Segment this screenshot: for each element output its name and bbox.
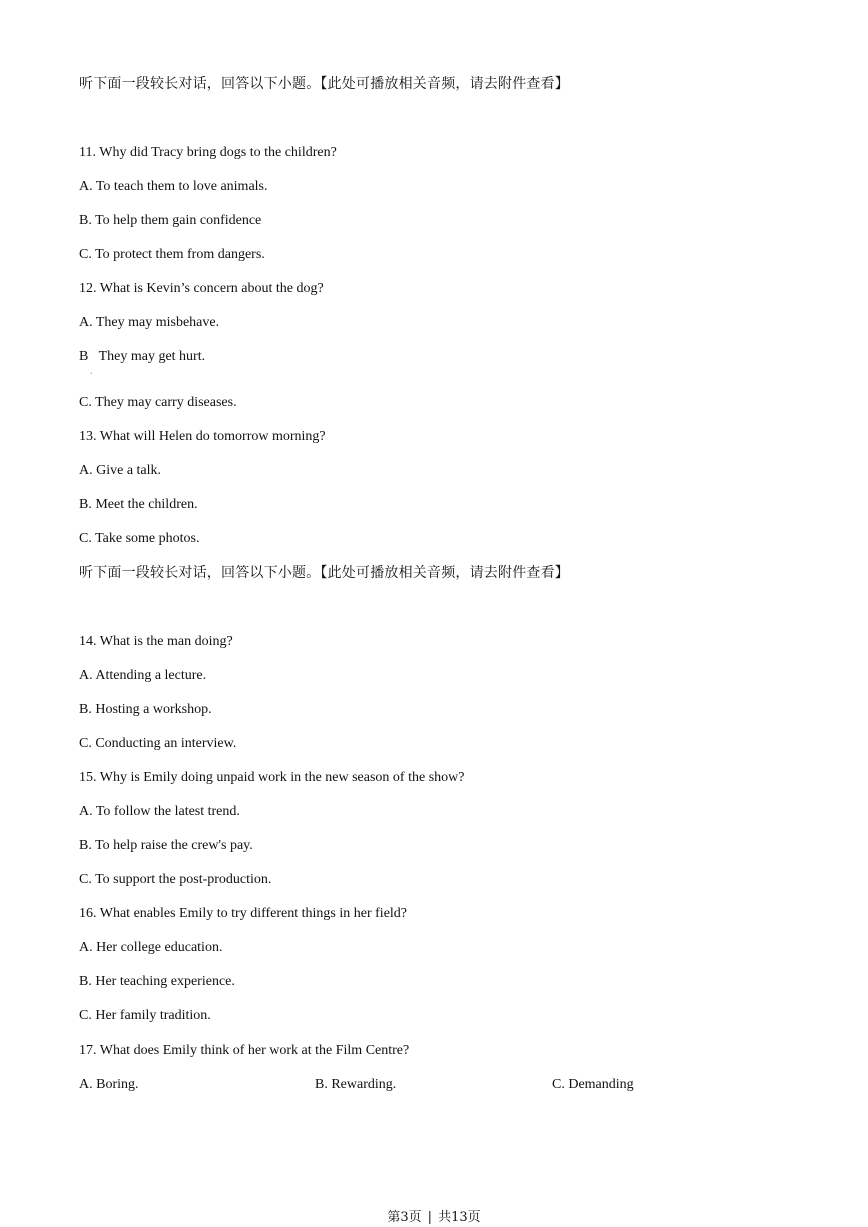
answer-option: B They may get hurt. xyxy=(79,349,206,364)
answer-option: C. They may carry diseases. xyxy=(79,395,237,410)
question-stem: 15. Why is Emily doing unpaid work in the new season of the show? xyxy=(79,770,465,785)
question-stem: 13. What will Helen do tomorrow morning? xyxy=(79,429,326,444)
answer-options-row xyxy=(0,1076,868,1096)
answer-option: B. Hosting a workshop. xyxy=(79,702,212,717)
answer-option: B. Her teaching experience. xyxy=(79,974,235,989)
question-stem: 14. What is the man doing? xyxy=(79,634,233,649)
answer-option: C. To protect them from dangers. xyxy=(79,247,265,262)
page-number: 第3页 xyxy=(387,1210,422,1225)
answer-option: C. Her family tradition. xyxy=(79,1008,211,1023)
answer-option: A. To follow the latest trend. xyxy=(79,804,240,819)
answer-option: C. Take some photos. xyxy=(79,531,200,546)
answer-option: A. To teach them to love animals. xyxy=(79,179,268,194)
footer-separator: | xyxy=(427,1210,433,1225)
answer-option: A. They may misbehave. xyxy=(79,315,220,330)
page-total: 共13页 xyxy=(438,1210,481,1225)
question-stem: 16. What enables Emily to try different things in her field? xyxy=(79,906,408,921)
answer-option: A. Attending a lecture. xyxy=(79,668,207,683)
answer-option: B. Meet the children. xyxy=(79,497,198,512)
answer-option: C. To support the post-production. xyxy=(79,872,272,887)
question-stem: 11. Why did Tracy bring dogs to the children? xyxy=(79,145,337,160)
answer-option: B. To help them gain confidence xyxy=(79,213,262,228)
answer-option: A. Boring. xyxy=(79,1077,139,1092)
question-stem: 17. What does Emily think of her work at the Film Centre? xyxy=(79,1043,410,1058)
answer-option: C. Conducting an interview. xyxy=(79,736,237,751)
answer-option: B. Rewarding. xyxy=(315,1077,397,1092)
answer-option: C. Demanding xyxy=(552,1077,634,1092)
page-footer xyxy=(0,1210,868,1226)
section-instruction: 听下面一段较长对话，回答以下小题。【此处可播放相关音频，请去附件查看】 xyxy=(79,565,569,581)
section-instruction: 听下面一段较长对话，回答以下小题。【此处可播放相关音频，请去附件查看】 xyxy=(79,76,569,92)
answer-option: A. Give a talk. xyxy=(79,463,162,478)
answer-option: A. Her college education. xyxy=(79,940,223,955)
question-stem: 12. What is Kevin’s concern about the dog? xyxy=(79,281,324,296)
stray-mark: ˎ xyxy=(90,365,93,374)
answer-option: B. To help raise the crew's pay. xyxy=(79,838,253,853)
